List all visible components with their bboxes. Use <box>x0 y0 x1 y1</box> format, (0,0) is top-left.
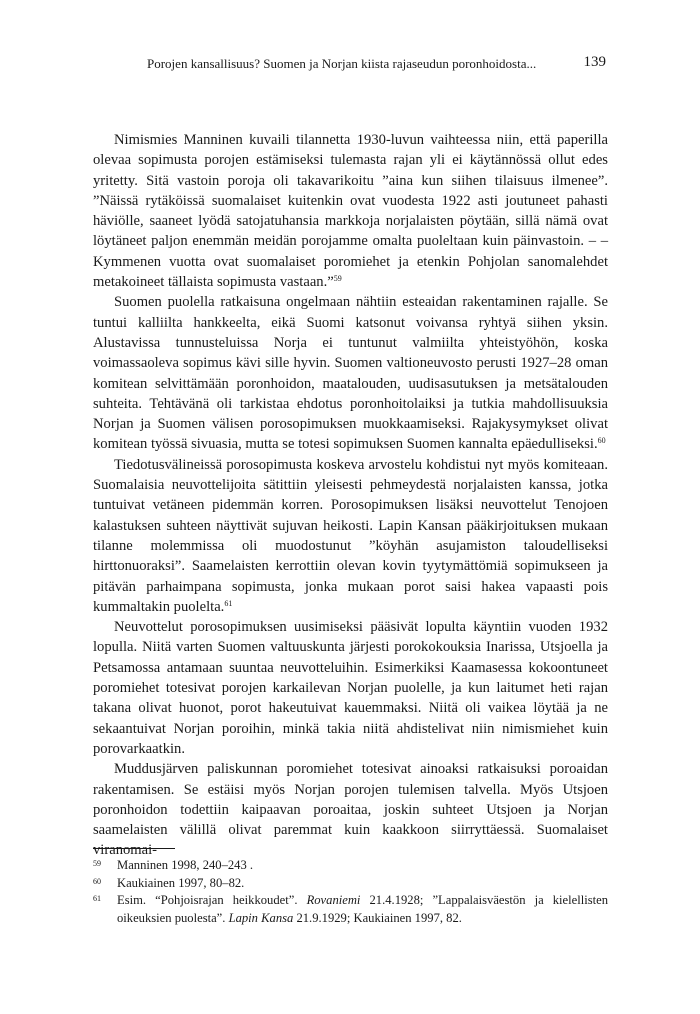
paragraph-text: Nimismies Manninen kuvaili tilannetta 1930-luvun vaihteessa niin, että paperilla olevaa sopimusta porojen estämiseksi tulemasta rajan yli ei käytännössä ollut edes yritetty. Sitä vastoin poroja oli takavarikoitu ”aina kun siihen tilaisuus ilmenee”. ”Näissä rytäköissä suomalaiset kuitenkin ovat vuodesta 1922 asti joutuneet pahasti häviölle, saaneet lyödä satojatuhansia markkoja norjalaisten pöytään, sillä nämä ovat löytäneet paljon enemmän meidän porojamme omalta puoleltaan kuin päinvastoin. – – Kymmenen vuotta ovat suomalaiset poromiehet ja etenkin Pohjolan sanomalehdet metakoineet tällaista sopimusta vastaan.” <box>93 132 608 291</box>
paragraph <box>93 617 608 759</box>
footnote <box>93 857 608 875</box>
source-title: Lapin Kansa <box>228 910 294 925</box>
paragraph <box>93 455 608 617</box>
footnote-text: Manninen 1998, 240–243 . <box>117 858 254 872</box>
paragraph <box>93 130 608 292</box>
footnote-ref[interactable]: 59 <box>333 274 342 284</box>
running-header <box>93 54 606 74</box>
paragraph <box>93 292 608 454</box>
footnote <box>93 892 608 927</box>
footnote-text-part: 21.9.1929; Kaukiainen 1997, 82. <box>293 910 462 925</box>
footnotes <box>93 857 608 927</box>
footnote-text <box>117 892 608 927</box>
running-title: Porojen kansallisuus? Suomen ja Norjan kiista rajaseudun poronhoidosta... <box>147 56 537 71</box>
footnote-number: 59 <box>93 859 101 868</box>
paragraph-text: Tiedotusvälineissä porosopimusta koskeva arvostelu kohdistui nyt myös komiteaan. Suomalaisia neuvottelijoita sätittiin yleisesti pehmeydestä norjalaisten kanssa, jotka tuntuivat vetäneen pidemmän korren. Porosopimuksen lisäksi neuvottelut Tenojoen kalastuksen suhteen näyttivät sujuvan heikosti. Lapin Kansan pääkirjoituksen mukaan tilanne molemmissa oli muodostunut ”köyhän asujamiston taloudelliseksi hirttonuoraksi”. Saamelaisten kerrottiin olevan kovin tyytymättömiä sopimukseen ja pitävän parhaimpana sopimusta, jonka mukaan porot saisi hakea vapaasti pois kummaltakin puolelta. <box>93 456 608 615</box>
footnote-text-part: 21.4.1928; ”Lappalaisväestön ja kielellisten oikeuksien puolesta”. <box>117 893 609 925</box>
body-text <box>93 130 608 861</box>
source-title: Rovaniemi <box>306 893 361 907</box>
footnote-divider <box>93 848 175 849</box>
footnote-text: Kaukiainen 1997, 80–82. <box>117 875 245 890</box>
footnote-text-part: Esim. “Pohjoisrajan heikkoudet”. <box>117 893 307 907</box>
footnote-number: 61 <box>93 894 101 903</box>
paragraph-text: Neuvottelut porosopimuksen uusimiseksi pääsivät lopulta käyntiin vuoden 1932 lopulla. Niitä varten Suomen valtuuskunta järjesti porokokouksia Inarissa, Utsjoella ja Petsamossa antamaan suuntaa neuvotteluihin. Esimerkiksi Kaamasessa kokoontuneet poromiehet totesivat porojen karkailevan Norjan puolelle, ja kun laitumet heti rajan takana olivat huonot, porot hakeutuivat kauemmaksi. Niitä oli vaikea löytää ja ne sekaantuivat Norjan poroihin, minkä takia niitä ahdistelivat niin nimismiehet kuin porovarkaatkin. <box>93 619 608 757</box>
footnote-ref[interactable]: 60 <box>597 436 606 446</box>
footnote-ref[interactable]: 61 <box>224 598 233 608</box>
footnote <box>93 875 608 893</box>
paragraph-text: Muddusjärven paliskunnan poromiehet totesivat ainoaksi ratkaisuksi poroaidan rakentamisen. Se estäisi myös Norjan porojen tulemisen talvella. Myös Utsjoen poronhoidon todettiin kaipaavan poroaitaa, joskin suhteet Utsjoen ja Norjan saamelaisten välillä olivat paremmat kuin kaakkoon siirryttäessä. Suomalaiset viranomai- <box>93 761 608 859</box>
paragraph-text: Suomen puolella ratkaisuna ongelmaan nähtiin esteaidan rakentaminen rajalle. Se tuntui kalliilta hankkeelta, eikä Suomi katsonut voivansa ryhtyä siihen yksin. Alustavissa tunnusteluissa Norja ei tuntunut valmiilta yhteistyöhön, koska voimassaoleva sopimus kävi sille hyvin. Suomen valtioneuvosto perusti 1927–28 oman komitean selvittämään poronhoidon, maatalouden, uudisasutuksen ja metsätalouden suhteita. Tehtävänä oli tarkistaa ehdotus poronhoitolaiksi ja tutkia mahdollisuuksia Norjan ja Suomen välisen porosopimuksen muokkaamiseksi. Rajakysymykset olivat komitean työssä sivuasia, mutta se totesi sopimuksen Suomen kannalta epäedulliseksi. <box>93 294 608 453</box>
footnote-number: 60 <box>93 876 101 886</box>
paragraph <box>93 759 608 860</box>
page-number: 139 <box>583 54 606 70</box>
